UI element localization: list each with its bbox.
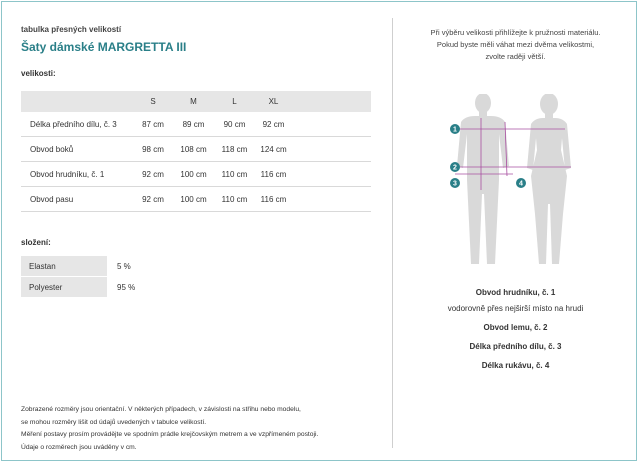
- column-header-spacer: [292, 91, 371, 112]
- column-header-xl: XL: [255, 91, 292, 112]
- column-header: [21, 91, 133, 112]
- table-row: [21, 137, 371, 162]
- row-label: Obvod pasu: [21, 187, 133, 212]
- cell-value: 92 cm: [133, 187, 173, 212]
- table-row: [21, 112, 371, 137]
- row-label: Obvod hrudníku, č. 1: [21, 162, 133, 187]
- note-line: Údaje o rozměrech jsou uváděny v cm.: [21, 443, 137, 451]
- material-percent: 5 %: [117, 261, 131, 271]
- marker-4: [516, 178, 526, 188]
- row-label: Délka předního dílu, č. 3: [21, 112, 133, 137]
- sizing-advice: [393, 27, 638, 63]
- marker-label: 1: [453, 126, 457, 134]
- sizes-header-row: [21, 91, 371, 112]
- cell-value: 89 cm: [173, 112, 214, 137]
- cell-value: 100 cm: [173, 162, 214, 187]
- composition-row: [21, 256, 177, 277]
- column-header-m: M: [173, 91, 214, 112]
- cell-value: 92 cm: [133, 162, 173, 187]
- marker-label: 4: [519, 180, 523, 188]
- cell-value: 110 cm: [214, 187, 255, 212]
- marker-1: [450, 124, 460, 134]
- product-title: Šaty dámské MARGRETTA III: [21, 40, 187, 54]
- advice-line: Při výběru velikosti přihlížejte k pružnosti materiálu.: [430, 28, 601, 37]
- body-measurement-figure: [443, 94, 593, 274]
- marker-label: 2: [453, 164, 457, 172]
- legend-title: Obvod lemu, č. 2: [483, 323, 548, 332]
- row-label: Obvod boků: [21, 137, 133, 162]
- panel-divider: [392, 18, 393, 448]
- composition-row: [21, 277, 177, 298]
- composition-table: [21, 256, 177, 298]
- legend-title: Délka předního dílu, č. 3: [469, 342, 562, 351]
- marker-2: [450, 162, 460, 172]
- male-silhouette: [457, 94, 509, 264]
- material-percent: 95 %: [117, 282, 136, 292]
- subtitle: tabulka přesných velikostí: [21, 25, 122, 34]
- cell-value: 116 cm: [255, 187, 292, 212]
- material-name: Polyester: [21, 277, 107, 298]
- cell-value: 108 cm: [173, 137, 214, 162]
- note-line: se mohou rozměry lišit od údajů uvedených v tabulce velikostí.: [21, 418, 207, 426]
- marker-label: 3: [453, 180, 457, 188]
- legend-title: Obvod hrudníku, č. 1: [475, 288, 556, 297]
- legend-description: vodorovně přes nejširší místo na hrudi: [447, 304, 584, 313]
- cell-value: 98 cm: [133, 137, 173, 162]
- composition-heading: složení:: [21, 238, 51, 247]
- cell-value: 92 cm: [255, 112, 292, 137]
- size-chart-frame: [1, 1, 637, 461]
- advice-line: zvolte raději větší.: [485, 52, 546, 61]
- note-line: Zobrazené rozměry jsou orientační. V některých případech, v závislosti na střihu nebo modelu,: [21, 406, 301, 413]
- material-name: Elastan: [21, 256, 107, 277]
- marker-3: [450, 178, 460, 188]
- cell-value: 124 cm: [255, 137, 292, 162]
- measurement-notes: [21, 404, 318, 454]
- sizes-table: [21, 91, 371, 212]
- cell-value: 90 cm: [214, 112, 255, 137]
- cell-value: 116 cm: [255, 162, 292, 187]
- table-row: [21, 187, 371, 212]
- legend-title: Délka rukávu, č. 4: [481, 361, 550, 370]
- column-header-s: S: [133, 91, 173, 112]
- column-header-l: L: [214, 91, 255, 112]
- female-silhouette: [527, 94, 571, 264]
- advice-line: Pokud byste měli váhat mezi dvěma velikostmi,: [436, 40, 595, 49]
- sizes-heading: velikosti:: [21, 69, 56, 78]
- table-row: [21, 162, 371, 187]
- cell-value: 118 cm: [214, 137, 255, 162]
- cell-value: 87 cm: [133, 112, 173, 137]
- cell-value: 100 cm: [173, 187, 214, 212]
- cell-value: 110 cm: [214, 162, 255, 187]
- note-line: Měření postavy prosím provádějte ve spodním prádle krejčovským metrem a ve vzpřímeném postoji.: [21, 431, 319, 438]
